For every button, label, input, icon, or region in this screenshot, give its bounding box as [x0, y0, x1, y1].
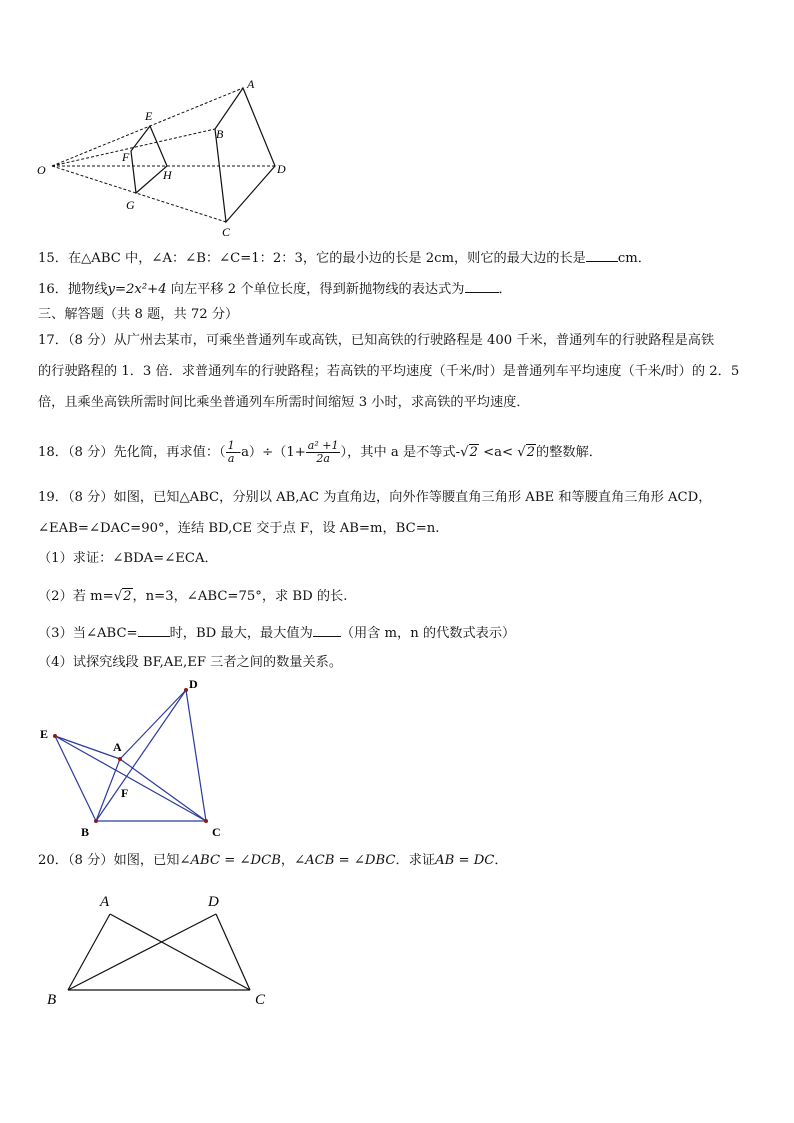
- q18-suffix: 的整数解．: [536, 445, 602, 460]
- q19-blank-max[interactable]: [313, 624, 341, 637]
- question-17-line-3: 倍，且乘坐高铁所需时间比乘坐普通列车所需时间缩短 3 小时，求高铁的平均速度．: [38, 395, 530, 410]
- q19-p2-suffix: ，n=3，∠ABC=75°，求 BD 的长.: [132, 589, 348, 604]
- question-18: [38, 440, 602, 465]
- q18-sqrt-2: √2: [517, 445, 536, 460]
- fig-top-label-O: O: [37, 163, 46, 177]
- question-20: [38, 852, 508, 870]
- question-19-part-1: （1）求证：∠BDA=∠ECA．: [38, 551, 218, 566]
- question-19-part-2: [38, 588, 347, 606]
- figure-homothety: [30, 70, 300, 245]
- question-17-line-2: 的行驶路程的 1．3 倍．求普通列车的行驶路程；若高铁的平均速度（千米/时）是普通列车平均速度（千米/时）的 2．5: [38, 364, 740, 379]
- q16-expression: y=2x²+4: [107, 282, 167, 297]
- q15-answer-blank[interactable]: [586, 249, 618, 262]
- q19-sqrt: √2: [113, 589, 132, 604]
- q20-condition-2: ∠ACB = ∠DBC: [294, 853, 396, 868]
- fig-top-label-E: E: [145, 109, 153, 123]
- question-19-part-3: [38, 624, 515, 643]
- fig19-label-C: C: [212, 825, 221, 839]
- q18-sqrt-1: √2: [460, 445, 478, 460]
- section-heading: 三、解答题（共 8 题，共 72 分）: [38, 307, 239, 322]
- q18-fraction-1: [226, 440, 237, 465]
- q20-condition-1: ∠ABC = ∠DCB: [179, 853, 281, 868]
- fig19-label-A: A: [113, 740, 122, 754]
- fig-top-label-C: C: [222, 225, 231, 239]
- fig20-label-C: C: [255, 992, 266, 1008]
- q18-f1-den: a: [227, 452, 235, 465]
- fig-top-label-H: H: [163, 168, 172, 182]
- q18-fraction-2: [306, 440, 341, 465]
- question-19-line-2: ∠EAB=∠DAC=90°，连结 BD,CE 交于点 F，设 AB=m，BC=n.: [38, 521, 440, 536]
- q16-suffix: ．: [498, 282, 512, 297]
- q18-f1-num: 1: [227, 439, 235, 452]
- fig19-label-E: E: [40, 727, 49, 741]
- q18-f2-num: a² +1: [307, 439, 339, 452]
- q20-mid: ．求证: [395, 853, 436, 868]
- q19-p3-a: （3）当∠ABC=: [38, 626, 138, 641]
- question-19-line-1: 19．（8 分）如图，已知△ABC，分别以 AB,AC 为直角边，向外作等腰直角三角形 ABE 和等腰直角三角形 ACD，: [38, 490, 712, 505]
- q20-conclusion: AB = DC: [435, 853, 495, 868]
- question-19-part-4: （4）试探究线段 BF,AE,EF 三者之间的数量关系。: [38, 655, 343, 670]
- q15-text: 15．在△ABC 中，∠A：∠B：∠C=1：2：3，它的最小边的长是 2cm，则它的最大边的长是: [38, 251, 586, 266]
- fig20-label-D: D: [208, 894, 219, 910]
- q19-blank-angle[interactable]: [138, 624, 170, 637]
- q16-mid: 向左平移 2 个单位长度，得到新抛物线的表达式为: [166, 282, 465, 297]
- q16-answer-blank[interactable]: [465, 280, 499, 293]
- q18-minus-a: -a）÷（1+: [236, 445, 306, 460]
- fig20-label-B: B: [47, 992, 57, 1008]
- fig-top-label-B: B: [216, 127, 224, 141]
- fig-top-label-A: A: [247, 77, 255, 91]
- fig19-label-D: D: [189, 677, 198, 691]
- q18-text: 18．（8 分）先化简，再求值：（: [38, 445, 226, 460]
- q18-mid: ），其中 a 是不等式-: [340, 445, 461, 460]
- q19-p2-text: （2）若 m=: [38, 589, 114, 604]
- q20-text: 20．（8 分）如图，已知: [38, 853, 180, 868]
- fig-top-label-D: D: [277, 162, 286, 176]
- q19-p3-c: （用含 m，n 的代数式表示）: [340, 626, 516, 641]
- q20-suffix: ．: [494, 853, 508, 868]
- figure-q20: [40, 885, 280, 1010]
- fig19-label-F: F: [121, 786, 129, 800]
- fig-top-label-F: F: [122, 150, 130, 164]
- q20-comma: ，: [280, 853, 295, 868]
- fig19-label-B: B: [81, 825, 90, 839]
- q18-f2-den: 2a: [316, 452, 330, 465]
- q19-p3-b: 时，BD 最大，最大值为: [169, 626, 313, 641]
- q15-suffix: cm．: [617, 251, 651, 266]
- figure-q19: [30, 674, 230, 840]
- question-16: [38, 280, 512, 299]
- question-17-line-1: 17．（8 分）从广州去某市，可乘坐普通列车或高铁，已知高铁的行驶路程是 400 千米，普通列车的行驶路程是高铁: [38, 333, 715, 348]
- fig-top-label-G: G: [126, 198, 135, 212]
- question-15: [38, 249, 651, 268]
- q18-lt: <a<: [478, 445, 518, 460]
- q16-text: 16．抛物线: [38, 282, 108, 297]
- fig20-label-A: A: [100, 894, 110, 910]
